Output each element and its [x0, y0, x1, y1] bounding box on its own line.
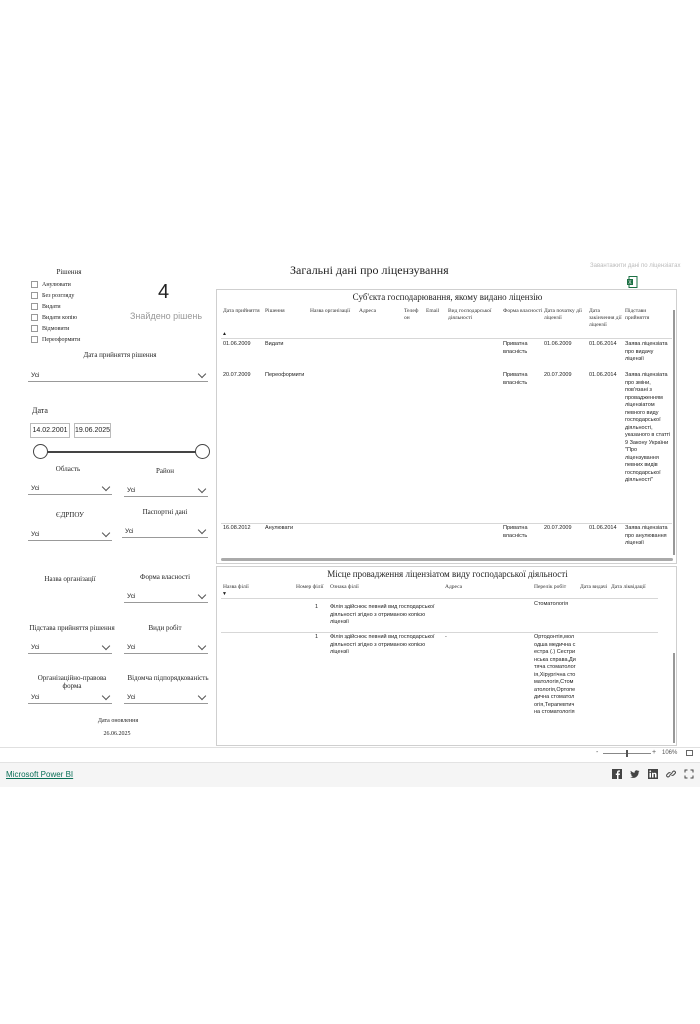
branch-column-header[interactable]: Дата ліквідації — [611, 584, 646, 590]
branch-table — [216, 566, 677, 746]
zoom-out-button[interactable]: - — [596, 749, 599, 756]
licensee-table-vscroll[interactable] — [673, 310, 675, 555]
branch-column-header[interactable]: Адреса — [445, 584, 463, 590]
basis-label: Підстава прийняття рішення — [29, 624, 115, 632]
licensee-row-start: 01.06.2009 — [544, 341, 572, 347]
licensee-column-header[interactable]: Телеф он — [404, 308, 419, 321]
updated-value: 26.06.2025 — [103, 731, 131, 737]
chevron-down-icon — [198, 369, 206, 377]
licensee-column-header[interactable]: Форма власності — [503, 308, 543, 314]
accept-date-label: Дата прийняття рішення — [83, 351, 157, 359]
passport-dropdown[interactable] — [122, 525, 208, 538]
region-label: Область — [55, 465, 81, 473]
zoom-slider-handle[interactable] — [626, 750, 628, 757]
twitter-icon[interactable] — [630, 769, 640, 779]
subordination-dropdown[interactable] — [124, 691, 208, 704]
download-link[interactable]: Завантажити дані по ліцензіатах — [590, 263, 681, 269]
licensee-table — [216, 289, 677, 564]
branch-row-number: 1 — [315, 604, 319, 610]
page-title: Загальні дані про ліцензування — [290, 263, 449, 277]
ownership-value: Усі — [127, 592, 136, 600]
branch-table-vscroll[interactable] — [673, 653, 675, 743]
branch-row-works: Ортодонтія,молодша медична сестра (.) Сестринська справа,Дитяча стоматологія,Хірургічна стоматологія,Стоматологія,Ортопедична стоматологія,Терапевтична стоматологія — [534, 634, 576, 715]
sort-up-icon[interactable]: ▲ — [222, 332, 227, 337]
chevron-down-icon — [198, 691, 206, 699]
decision-count-label: Знайдено рішень — [130, 311, 203, 321]
legal-form-value: Усі — [31, 693, 40, 701]
decision-filter-title: Рішення — [56, 268, 82, 276]
zoom-in-button[interactable]: + — [652, 749, 657, 756]
licensee-row-decision: Видати — [265, 341, 284, 347]
district-value: Усі — [127, 486, 136, 494]
licensee-row-ownership: Приватна власність — [503, 372, 528, 386]
licensee-column-header[interactable]: Адреса — [359, 308, 377, 314]
subordination-label: Відомча підпорядкованість — [127, 674, 209, 682]
zoom-level: 106% — [662, 750, 678, 756]
fullscreen-icon[interactable] — [684, 769, 694, 779]
chevron-down-icon — [102, 482, 110, 490]
legal-form-label: Організаційно-правова форма — [37, 674, 107, 690]
date-label: Дата — [32, 406, 48, 415]
decision-option-label: Відмовити — [42, 325, 70, 332]
licensee-row-basis: Заява ліцензіата про зміни, пов'язані з провадженням ліцензіатом певного виду господарської діяльності, указаного в статті 9 Закону України "Про ліцензування певних видів господарської діяльності" — [625, 372, 671, 483]
basis-dropdown[interactable] — [28, 641, 112, 654]
passport-value: Усі — [125, 527, 134, 535]
updated-label: Дата оновлення — [97, 718, 139, 724]
edrpou-value: Усі — [31, 530, 40, 538]
decision-option-label: Видати копію — [42, 314, 78, 321]
branch-column-header[interactable]: Номер філії — [296, 584, 324, 590]
checkbox-icon[interactable] — [31, 292, 38, 299]
chevron-down-icon — [102, 528, 110, 536]
decision-count: 4 — [158, 281, 170, 303]
licensee-column-header[interactable]: Дата прийняття — [223, 308, 260, 314]
licensee-row-decision: Анулювати — [265, 525, 294, 531]
chevron-down-icon — [198, 590, 206, 598]
accept-date-dropdown[interactable] — [28, 369, 208, 382]
branch-column-header[interactable]: Перелік робіт — [534, 584, 567, 590]
facebook-icon[interactable] — [612, 769, 622, 779]
work-type-label: Види робіт — [148, 624, 182, 632]
legal-form-dropdown[interactable] — [28, 691, 112, 704]
date-from-input[interactable]: 14.02.2001 — [30, 423, 70, 438]
decision-option-label: Без розгляду — [42, 292, 75, 299]
work-type-dropdown[interactable] — [124, 641, 208, 654]
edrpou-dropdown[interactable] — [28, 528, 112, 541]
branch-row-sign: Філія здійснює певний вид господарської діяльності згідно з отриманою копією ліцензії — [330, 634, 435, 655]
sort-down-icon[interactable]: ▼ — [222, 592, 227, 597]
decision-checkbox-list — [31, 279, 80, 345]
licensee-row-basis: Заява ліцензіата про видачу ліцензії — [625, 341, 668, 362]
chevron-down-icon — [198, 525, 206, 533]
decision-option-label: Анулювати — [42, 281, 71, 288]
licensee-row-date: 16.08.2012 — [223, 525, 251, 531]
checkbox-icon[interactable] — [31, 314, 38, 321]
decision-option[interactable] — [31, 334, 80, 345]
footer-bar — [0, 762, 700, 787]
licensee-column-header[interactable]: Підстави прийняття — [625, 308, 650, 321]
decision-option[interactable] — [31, 323, 80, 334]
date-slider-end-handle[interactable] — [195, 444, 210, 459]
licensee-column-header[interactable]: Рішення — [265, 308, 285, 314]
chevron-down-icon — [102, 641, 110, 649]
branch-row-number: 1 — [315, 634, 319, 640]
licensee-row-ownership: Приватна власність — [503, 525, 528, 539]
subordination-value: Усі — [127, 693, 136, 701]
chevron-down-icon — [198, 484, 206, 492]
district-label: Район — [156, 467, 174, 475]
share-link-icon[interactable] — [666, 769, 676, 779]
licensee-row-date: 20.07.2009 — [223, 372, 251, 378]
passport-label: Паспортні дані — [142, 508, 188, 516]
checkbox-icon[interactable] — [31, 325, 38, 332]
svg-text:X: X — [628, 280, 632, 286]
licensee-column-header[interactable]: Назва організації — [310, 308, 351, 314]
licensee-row-end: 01.06.2014 — [589, 525, 617, 531]
licensee-row-ownership: Приватна власність — [503, 341, 528, 355]
chevron-down-icon — [198, 641, 206, 649]
licensee-row-basis: Заява ліцензіата про анулювання ліцензії — [625, 525, 668, 546]
edrpou-label: ЄДРПОУ — [56, 511, 84, 519]
branch-row-address: - — [445, 634, 447, 640]
accept-date-value: Усі — [31, 371, 40, 379]
region-value: Усі — [31, 484, 40, 492]
decision-option-label: Видати — [42, 303, 61, 310]
checkbox-icon[interactable] — [31, 303, 38, 310]
date-to-input[interactable]: 19.06.2025 — [74, 423, 111, 438]
ownership-label: Форма власності — [139, 573, 191, 581]
licensee-row-end: 01.06.2014 — [589, 372, 617, 378]
decision-option[interactable] — [31, 279, 80, 290]
branch-column-header[interactable]: Ознака філії — [330, 584, 359, 590]
branch-row-works: Стоматологія — [534, 601, 569, 607]
decision-option[interactable] — [31, 312, 80, 323]
linkedin-icon[interactable] — [648, 769, 658, 779]
powerbi-link[interactable]: Microsoft Power BI — [6, 770, 74, 779]
licensee-table-title: Суб'єкта господарювання, якому видано ліцензію — [352, 292, 543, 302]
chevron-down-icon — [102, 691, 110, 699]
date-slider-track[interactable] — [40, 451, 202, 453]
decision-option-label: Переоформити — [42, 336, 81, 343]
branch-row-sign: Філія здійснює певний вид господарської діяльності згідно з отриманою копією ліцензії — [330, 604, 435, 625]
org-name-label: Назва організації — [44, 575, 96, 583]
licensee-column-header[interactable]: Дата закінчення дії ліцензії — [589, 308, 622, 328]
licensee-column-header[interactable]: Вид господарської діяльності — [448, 308, 492, 321]
share-icons — [612, 769, 694, 779]
decision-option[interactable] — [31, 290, 80, 301]
licensee-column-header[interactable]: Email — [426, 308, 440, 314]
checkbox-icon[interactable] — [31, 336, 38, 343]
fit-to-page-icon[interactable] — [686, 750, 693, 756]
licensee-table-hscroll[interactable] — [221, 558, 673, 561]
branch-column-header[interactable]: Назва філії — [223, 584, 249, 590]
ownership-dropdown[interactable] — [124, 590, 208, 603]
date-slider-start-handle[interactable] — [33, 444, 48, 459]
licensee-row-start: 20.07.2009 — [544, 372, 572, 378]
checkbox-icon[interactable] — [31, 281, 38, 288]
work-type-value: Усі — [127, 643, 136, 651]
district-dropdown[interactable] — [124, 484, 208, 497]
branch-column-header[interactable]: Дата видачі — [580, 584, 608, 590]
licensee-row-decision: Переоформити — [265, 372, 305, 378]
region-dropdown[interactable] — [28, 482, 112, 495]
decision-option[interactable] — [31, 301, 80, 312]
basis-value: Усі — [31, 643, 40, 651]
licensee-row-start: 20.07.2009 — [544, 525, 572, 531]
licensee-row-date: 01.06.2009 — [223, 341, 251, 347]
branch-table-title: Місце провадження ліцензіатом виду господарської діяльності — [327, 569, 568, 579]
licensee-row-end: 01.06.2014 — [589, 341, 617, 347]
licensee-column-header[interactable]: Дата початку дії ліцензії — [544, 308, 582, 321]
